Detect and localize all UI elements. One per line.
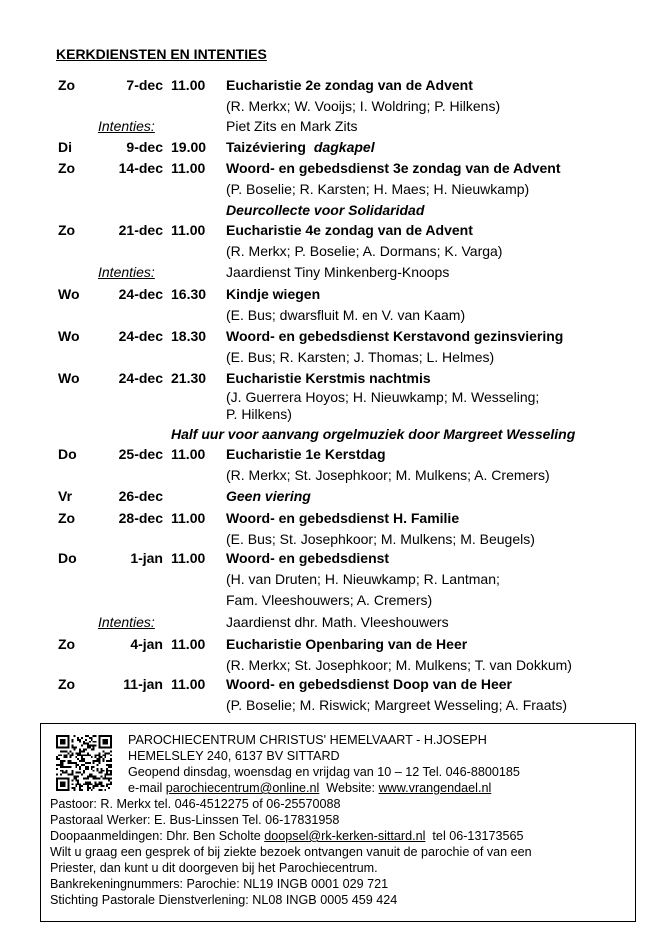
- service-time: 11.00: [171, 676, 206, 692]
- service-title: Kindje wiegen: [226, 286, 321, 302]
- service-title: Taizéviering dagkapel: [226, 139, 375, 155]
- service-participants: (R. Merkx; W. Vooijs; I. Woldring; P. Hilkens): [226, 98, 501, 114]
- service-title: Woord- en gebedsdienst Kerstavond gezinsviering: [226, 328, 564, 344]
- contact-pastoor: Pastoor: R. Merkx tel. 046-4512275 of 06-25570088: [50, 797, 341, 811]
- service-day: Zo: [58, 510, 76, 526]
- service-day: Do: [58, 550, 77, 566]
- contact-doop: [50, 829, 523, 844]
- service-date: 7-dec: [126, 77, 163, 93]
- service-title: Eucharistie Openbaring van de Heer: [226, 636, 468, 652]
- service-participants: (J. Guerrera Hoyos; H. Nieuwkamp; M. Wesseling;: [226, 389, 540, 405]
- service-day: Vr: [58, 488, 73, 504]
- service-participants: P. Hilkens): [226, 406, 292, 422]
- service-note: Deurcollecte voor Solidaridad: [226, 202, 425, 218]
- service-title: Eucharistie 2e zondag van de Advent: [226, 77, 473, 93]
- service-day: Zo: [58, 160, 76, 176]
- service-participants: (E. Bus; R. Karsten; J. Thomas; L. Helmes): [226, 349, 495, 365]
- email-label: e-mail: [128, 781, 166, 795]
- service-day: Wo: [58, 328, 80, 344]
- doop-email-link[interactable]: doopsel@rk-kerken-sittard.nl: [264, 829, 426, 843]
- service-day: Zo: [58, 222, 76, 238]
- service-day: Zo: [58, 636, 76, 652]
- service-day: Wo: [58, 286, 80, 302]
- service-time: 19.00: [171, 139, 207, 155]
- service-participants: (E. Bus; dwarsfluit M. en V. van Kaam): [226, 307, 466, 323]
- intention-text: Jaardienst Tiny Minkenberg-Knoops: [226, 264, 450, 280]
- service-date: 24-dec: [118, 370, 163, 386]
- service-title: Woord- en gebedsdienst H. Familie: [226, 510, 460, 526]
- doop-label: Doopaanmeldingen: Dhr. Ben Scholte: [50, 829, 265, 843]
- service-day: Do: [58, 446, 77, 462]
- contact-name: PAROCHIECENTRUM CHRISTUS' HEMELVAART - H.JOSEPH: [128, 733, 487, 747]
- contact-gesprek-1: Wilt u graag een gesprek of bij ziekte bezoek ontvangen vanuit de parochie of van een: [50, 845, 532, 859]
- service-participants: (P. Boselie; R. Karsten; H. Maes; H. Nieuwkamp): [226, 181, 530, 197]
- service-time: 11.00: [171, 510, 206, 526]
- service-title: Woord- en gebedsdienst 3e zondag van de Advent: [226, 160, 561, 176]
- service-time: 11.00: [171, 222, 206, 238]
- qr-code-icon: [56, 735, 112, 791]
- service-time: 11.00: [171, 446, 206, 462]
- intentions-label: Intenties:: [98, 264, 155, 280]
- service-participants: (R. Merkx; St. Josephkoor; M. Mulkens; T. van Dokkum): [226, 657, 572, 673]
- service-participants: (H. van Druten; H. Nieuwkamp; R. Lantman;: [226, 571, 500, 587]
- service-date: 21-dec: [118, 222, 163, 238]
- service-time: 16.30: [171, 286, 207, 302]
- service-time: 11.00: [171, 636, 206, 652]
- service-date: 4-jan: [130, 636, 163, 652]
- service-date: 9-dec: [126, 139, 163, 155]
- service-title: Woord- en gebedsdienst Doop van de Heer: [226, 676, 513, 692]
- service-participants: (R. Merkx; P. Boselie; A. Dormans; K. Varga): [226, 243, 503, 259]
- service-title: Geen viering: [226, 488, 311, 504]
- contact-stichting: Stichting Pastorale Dienstverlening: NL08 INGB 0005 459 424: [50, 893, 398, 907]
- service-date: 24-dec: [118, 286, 163, 302]
- service-participants: (E. Bus; St. Josephkoor; M. Mulkens; M. Beugels): [226, 531, 535, 547]
- contact-werker: Pastoraal Werker: E. Bus-Linssen Tel. 06-17831958: [50, 813, 340, 827]
- service-date: 26-dec: [118, 488, 163, 504]
- service-time: 21.30: [171, 370, 207, 386]
- contact-bank: Bankrekeningnummers: Parochie: NL19 INGB 0001 029 721: [50, 877, 389, 891]
- intentions-label: Intenties:: [98, 118, 155, 134]
- service-title: Eucharistie 1e Kerstdag: [226, 446, 386, 462]
- service-date: 24-dec: [118, 328, 163, 344]
- page-title: KERKDIENSTEN EN INTENTIES: [56, 46, 267, 62]
- service-participants: (P. Boselie; M. Riswick; Margreet Wesseling; A. Fraats): [226, 697, 568, 713]
- service-title: Eucharistie 4e zondag van de Advent: [226, 222, 473, 238]
- service-date: 28-dec: [118, 510, 163, 526]
- service-day: Zo: [58, 676, 76, 692]
- contact-email-line: [128, 781, 491, 796]
- service-time: 11.00: [171, 160, 206, 176]
- service-time: 11.00: [171, 550, 206, 566]
- service-time: 11.00: [171, 77, 206, 93]
- contact-address: HEMELSLEY 240, 6137 BV SITTARD: [128, 749, 340, 763]
- service-title: Eucharistie Kerstmis nachtmis: [226, 370, 431, 386]
- contact-gesprek-2: Priester, dan kunt u dit doorgeven bij het Parochiecentrum.: [50, 861, 378, 875]
- website-link[interactable]: www.vrangendael.nl: [378, 781, 492, 795]
- intention-text: Piet Zits en Mark Zits: [226, 118, 358, 134]
- service-location: dagkapel: [313, 139, 375, 155]
- email-link[interactable]: parochiecentrum@online.nl: [165, 781, 320, 795]
- service-participants: (R. Merkx; St. Josephkoor; M. Mulkens; A. Cremers): [226, 467, 550, 483]
- service-day: Wo: [58, 370, 80, 386]
- website-label: Website:: [319, 781, 379, 795]
- intention-text: Jaardienst dhr. Math. Vleeshouwers: [226, 614, 449, 630]
- doop-tel: tel 06-13173565: [425, 829, 524, 843]
- service-date: 11-jan: [123, 676, 163, 692]
- service-date: 25-dec: [118, 446, 163, 462]
- service-date: 14-dec: [118, 160, 163, 176]
- service-participants: Fam. Vleeshouwers; A. Cremers): [226, 592, 433, 608]
- intentions-label: Intenties:: [98, 614, 155, 630]
- service-day: Di: [58, 139, 72, 155]
- service-title: Woord- en gebedsdienst: [226, 550, 390, 566]
- service-note: Half uur voor aanvang orgelmuziek door Margreet Wesseling: [171, 426, 576, 442]
- service-date: 1-jan: [130, 550, 163, 566]
- service-day: Zo: [58, 77, 76, 93]
- contact-hours: Geopend dinsdag, woensdag en vrijdag van 10 – 12 Tel. 046-8800185: [128, 765, 520, 779]
- service-time: 18.30: [171, 328, 207, 344]
